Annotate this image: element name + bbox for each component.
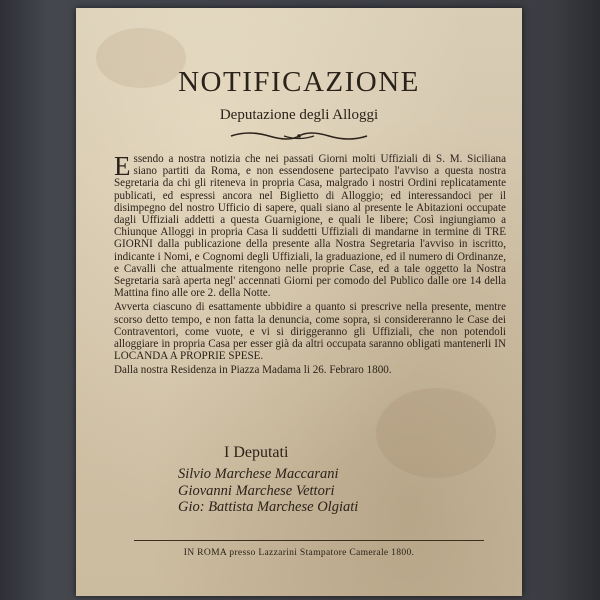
paragraph-main — [114, 153, 506, 299]
deputy-name: Gio: Battista Marchese Olgiati — [178, 499, 359, 515]
paragraph-warning: Avverta ciascuno di esattamente ubbidire a quanto si prescrive nella presente, mentre scorso detto tempo, e non fatta la denuncia, come sopra, si considereranno le Case dei Contraventori, come vuote, e vi si diriggeranno gli Uffiziali, che non potendoli alloggiare in propria Casa per esser già da altri occupata saranno obligati mantenerli IN LOCANDA A PROPRIE SPESE. — [114, 301, 506, 363]
ornamental-flourish — [229, 129, 369, 143]
deputies-heading: I Deputati — [224, 444, 289, 461]
notice-body — [114, 153, 506, 377]
residence-date-line: Dalla nostra Residenza in Piazza Madama li 26. Febraro 1800. — [114, 364, 392, 377]
paper-stain — [376, 388, 496, 478]
deputy-name: Silvio Marchese Maccarani — [178, 466, 339, 482]
printer-imprint: IN ROMA presso Lazzarini Stampatore Camerale 1800. — [183, 547, 415, 558]
document-title: NOTIFICAZIONE — [178, 66, 420, 98]
paragraph-main-text: ssendo a nostra notizia che nei passati Giorni molti Uffiziali di S. M. Siciliana siano partiti da Roma, e non essendosene partecipato l'avviso a questa nostra Segretaria da chi gli riteneva in propria Casa, malgrado i nostri Ordini replicatamente publicati, ed espressi ancora nel Biglietto di Alloggio; ed interessandoci per il disimpegno del nostro Ufficio di sapere, quali siano al presente le Abitazioni occupate dagli Uffiziali addetti a questa Guarnigione, e quali le libere; Così ingiungiamo a Chiunque Alloggi in propria Casa li suddetti Uffiziali di mandarne in termine di TRE GIORNI dalla publicazione della presente alla Nostra Segretaria l'avviso in iscritto, indicante i Nomi, e Cognomi degli Uffiziali, la graduazione, ed il numero di Ordinanze, e Cavalli che attualmente ritengono nelle proprie Case, ed a tale oggetto la Nostra Segretaria sarà aperta negl' accennati Giorni per comodo del Publico dalle ore 14 della Mattina fino alle ore 2. della Notte. — [114, 153, 506, 300]
document-sheet — [76, 8, 522, 596]
drop-cap: E — [114, 151, 131, 181]
footer-divider — [134, 540, 484, 541]
document-subtitle: Deputazione degli Alloggi — [219, 107, 379, 123]
deputies-list — [178, 466, 358, 516]
deputy-name: Giovanni Marchese Vettori — [178, 482, 335, 499]
